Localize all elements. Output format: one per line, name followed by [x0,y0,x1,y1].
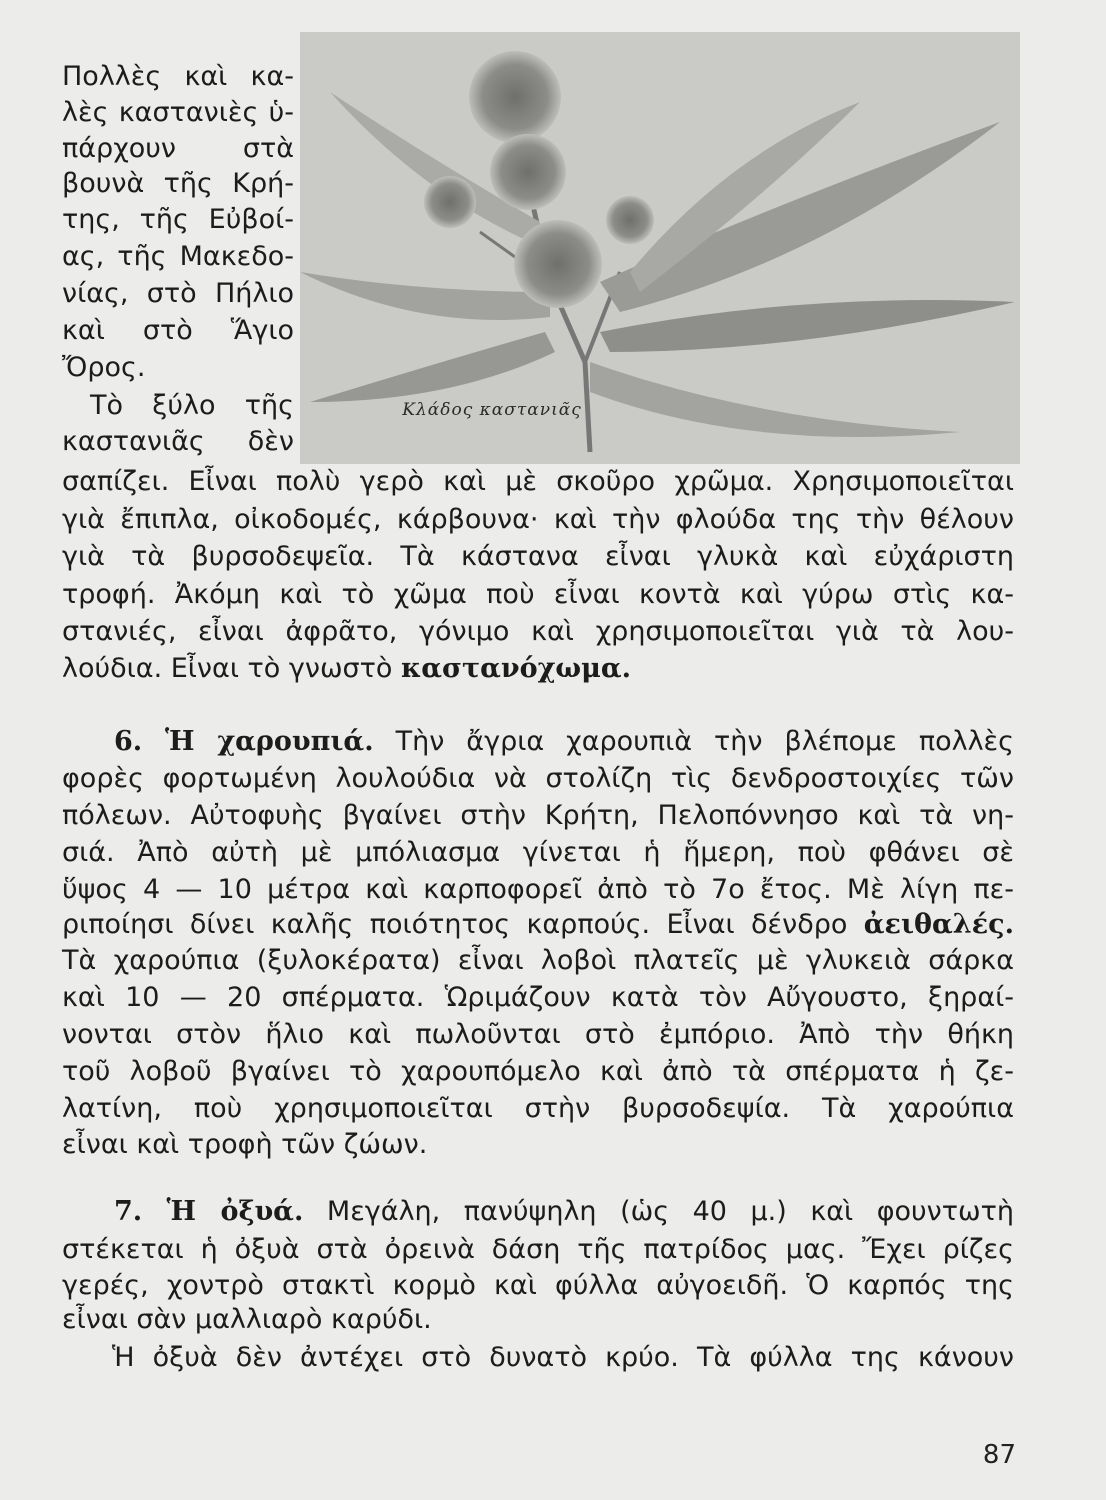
text-line: της, τῆς Εὐβοί- [62,204,294,235]
text-line: καὶ 10 — 20 σπέρματα. Ὡριμάζουν κατὰ τὸν Αὔγουστο, ξηραί- [62,982,1014,1013]
text-line: νίας, στὸ Πήλιο [62,278,294,309]
text-line: εἶναι σὰν μαλλιαρὸ καρύδι. [62,1304,432,1335]
text-span: ριποίησι δίνει καλῆς ποιότητος καρπούς. Εἶναι δένδρο [62,909,864,940]
text-line: γιὰ ἔπιπλα, οἰκοδομές, κάρβουνα· καὶ τὴν φλούδα της τὴν θέλουν [62,504,1014,535]
section-heading: 6. Ἡ χαρουπιά. [114,726,374,757]
text-line [62,908,1014,942]
text-line: λατίνη, ποὺ χρησιμοποιεῖται στὴν βυρσοδεψία. Τὰ χαρούπια [62,1093,1014,1124]
figure-caption: Κλάδος καστανιᾶς [402,400,582,420]
text-line: στέκεται ἡ ὀξυὰ στὰ ὀρεινὰ δάση τῆς πατρίδος μας. Ἔχει ρίζες [62,1234,1014,1265]
text-line: στανιές, εἶναι ἀφρᾶτο, γόνιμο καὶ χρησιμοποιεῖται γιὰ τὰ λου- [62,616,1014,647]
text-line: γερές, χοντρὸ στακτὶ κορμὸ καὶ φύλλα αὐγοειδῆ. Ὁ καρπός της [62,1270,1014,1301]
text-line: σιά. Ἀπὸ αὐτὴ μὲ μπόλιασμα γίνεται ἡ ἥμερη, ποὺ φθάνει σὲ [62,837,1014,868]
text-line: πόλεων. Αὐτοφυὴς βγαίνει στὴν Κρήτη, Πελοπόννησο καὶ τὰ νη- [62,800,1014,831]
text-span: λούδια. Εἶναι τὸ γνωστὸ [62,653,402,684]
text-line: λὲς καστανιὲς ὑ- [62,97,294,128]
section-heading: 7. Ἡ ὀξυά. [114,1196,304,1227]
text-line: νονται στὸν ἥλιο καὶ πωλοῦνται στὸ ἐμπόριο. Ἀπὸ τὴν θήκη [62,1019,1014,1050]
text-line: γιὰ τὰ βυρσοδεψεῖα. Τὰ κάστανα εἶναι γλυκὰ καὶ εὐχάριστη [62,541,1014,572]
text-line: πάρχουν στὰ [62,133,294,164]
text-line: τροφή. Ἀκόμη καὶ τὸ χῶμα ποὺ εἶναι κοντὰ καὶ γύρω στὶς κα- [62,579,1014,610]
text-line: Τὰ χαρούπια (ξυλοκέρατα) εἶναι λοβοὶ πλατεῖς μὲ γλυκειὰ σάρκα [62,945,1014,976]
text-line: φορὲς φορτωμένη λουλούδια νὰ στολίζη τὶς δενδροστοιχίες τῶν [62,763,1014,794]
text-line: καστανιᾶς δὲν [62,426,294,457]
text-line: βουνὰ τῆς Κρή- [62,168,294,199]
text-span: Τὴν ἄγρια χαρουπιὰ τὴν βλέπομε πολλὲς [373,726,1014,757]
text-line: Ἡ ὀξυὰ δὲν ἀντέχει στὸ δυνατὸ κρύο. Τὰ φύλλα της κάνουν [112,1342,1014,1373]
text-span: Μεγάλη, πανύψηλη (ὡς 40 μ.) καὶ φουντωτὴ [303,1196,1014,1227]
text-line: ας, τῆς Μακεδο- [62,241,294,272]
page-number: 87 [982,1440,1016,1470]
text-line: τοῦ λοβοῦ βγαίνει τὸ χαρουπόμελο καὶ ἀπὸ τὰ σπέρματα ἡ ζε- [62,1056,1014,1087]
text-line: εἶναι καὶ τροφὴ τῶν ζώων. [62,1129,428,1160]
text-line: Πολλὲς καὶ κα- [62,61,294,92]
text-line: Ὄρος. [62,352,146,383]
text-line [62,652,1014,686]
bold-term: καστανόχωμα. [401,653,632,684]
text-line: ὕψος 4 — 10 μέτρα καὶ καρποφορεῖ ἀπὸ τὸ 7ο ἔτος. Μὲ λίγη πε- [62,874,1014,905]
section-7-first-line [62,1195,1014,1229]
text-line: Τὸ ξύλο τῆς [90,390,294,421]
text-line: σαπίζει. Εἶναι πολὺ γερὸ καὶ μὲ σκοῦρο χρῶμα. Χρησιμοποιεῖται [62,466,1014,497]
text-line: καὶ στὸ Ἅγιο [62,315,294,346]
section-6-first-line [62,725,1014,759]
bold-term: ἀειθαλές. [863,909,1014,940]
